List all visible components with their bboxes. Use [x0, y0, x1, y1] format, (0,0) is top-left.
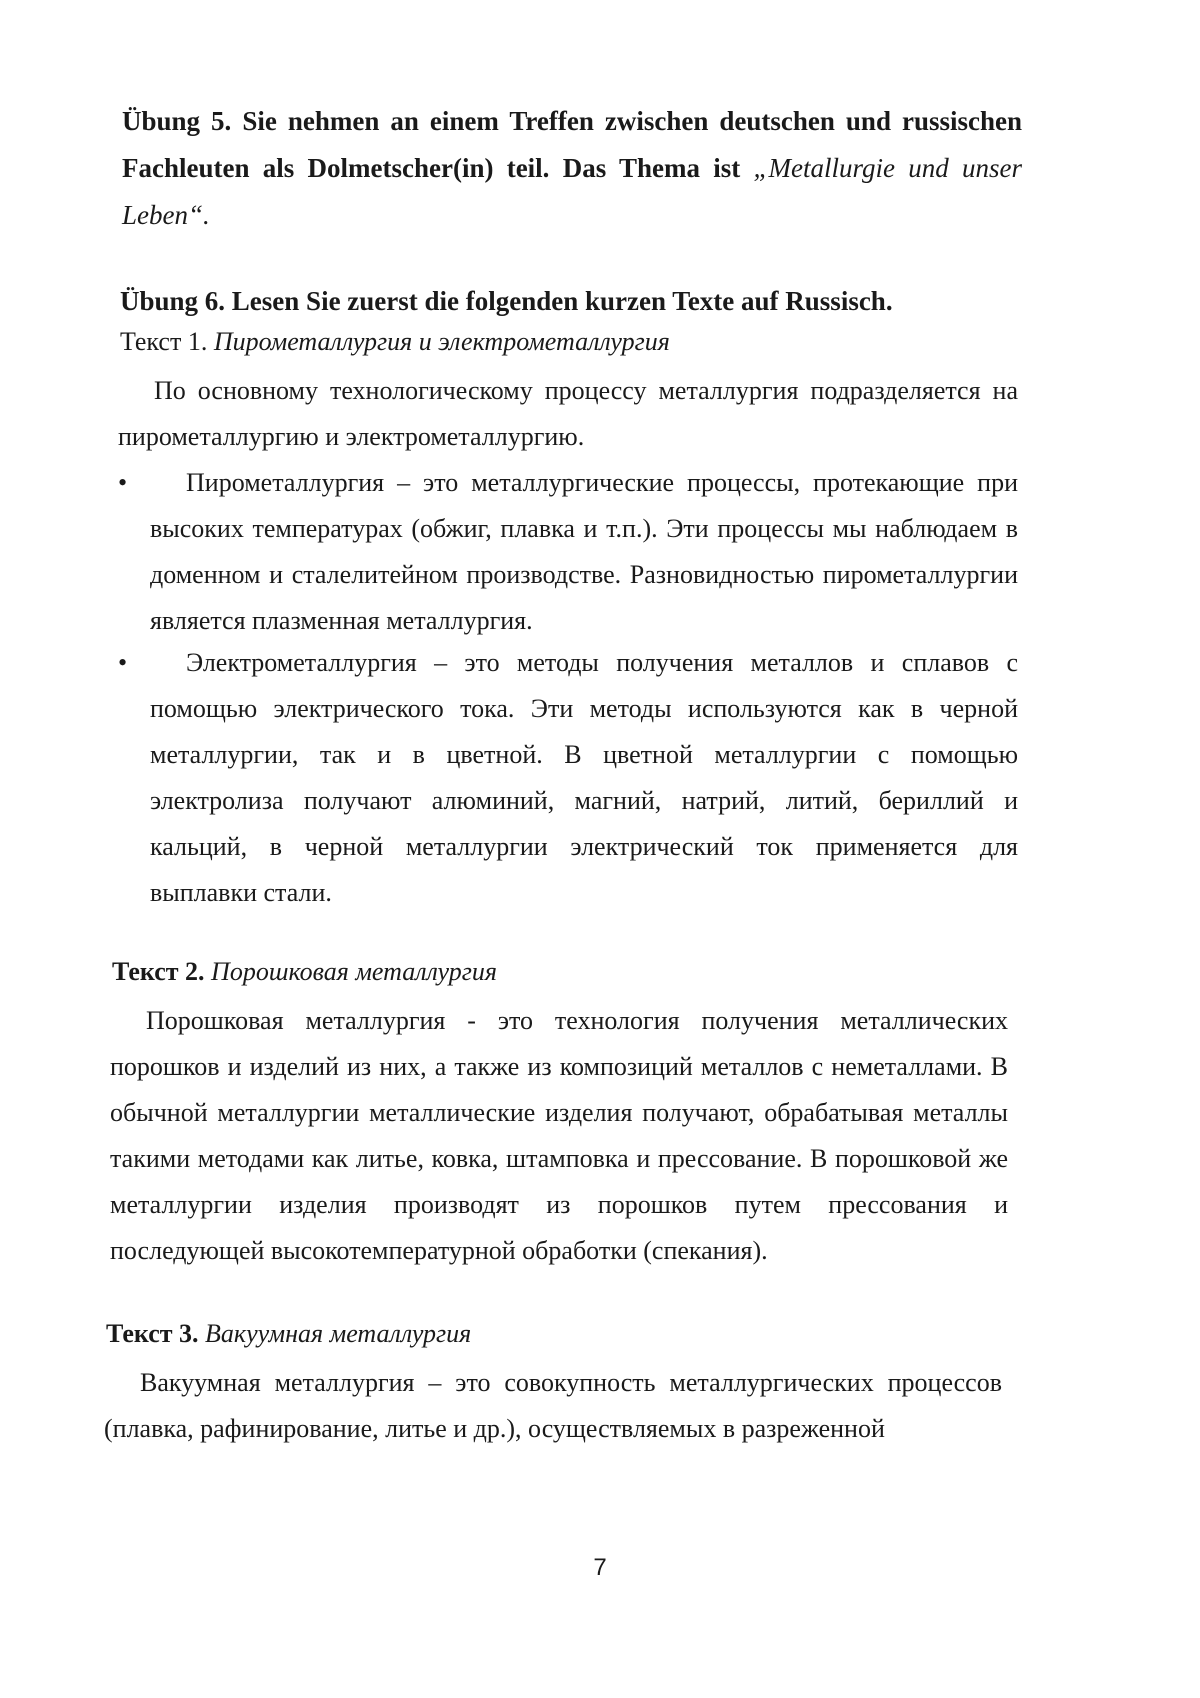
text-1-heading [120, 322, 1020, 362]
text-3-heading [106, 1314, 1006, 1354]
text-1-label: Текст 1. [120, 327, 208, 356]
exercise-5-text: Sie nehmen an einem Treffen zwischen deutschen und russischen Fachleuten als Dolmetscher(in) teil. Das Thema ist [122, 106, 1022, 183]
text-2-title: Порошковая металлургия [211, 957, 497, 986]
exercise-5-label: Übung 5. [122, 106, 232, 136]
bullet-2-marker: • [118, 648, 128, 677]
text-2-body: Порошковая металлургия - это технология получения металлических порошков и изделий из них, а также из композиций металлов с неметаллами. В обычной металлургии металлические изделия получают, обрабатывая металлы такими методами как литье, ковка, штамповка и прессование. В порошковой же металлургии изделия производят из порошков путем прессования и последующей высокотемпературной обработки (спекания). [110, 1006, 1008, 1265]
text-2-heading [112, 952, 1012, 992]
exercise-6-text: Lesen Sie zuerst die folgenden kurzen Texte auf Russisch. [231, 286, 893, 316]
exercise-6-label: Übung 6. [120, 286, 226, 316]
text-2-label: Текст 2. [112, 957, 205, 986]
bullet-1-marker: • [118, 468, 128, 497]
text-1-title: Пирометаллургия и электрометаллургия [213, 327, 670, 356]
text-1-bullet-2: Электрометаллургия – это методы получения металлов и сплавов с помощью электрического тока. Эти методы используются как в черной металлургии, так и в цветной. В цветной металлургии с помощью электролиза получают алюминий, магний, натрий, литий, бериллий и кальций, в черной металлургии электрический ток применяется для выплавки стали. [150, 648, 1018, 907]
text-3-label: Текст 3. [106, 1319, 199, 1348]
page-number: 7 [593, 1554, 607, 1581]
text-3-body: Вакуумная металлургия – это совокупность металлургических процессов (плавка, рафинирование, литье и др.), осуществляемых в разреженной [104, 1368, 1002, 1443]
exercise-5-topic: „Metallurgie und unser Leben“. [122, 153, 1022, 230]
exercise-6 [120, 278, 1020, 325]
text-3-title: Вакуумная металлургия [205, 1319, 472, 1348]
exercise-5 [122, 98, 1022, 239]
text-1-intro: По основному технологическому процессу металлургия подразделяется на пирометаллургию и электрометаллургию. [118, 376, 1018, 451]
text-1-bullet-1: Пирометаллургия – это металлургические процессы, протекающие при высоких температурах (обжиг, плавка и т.п.). Эти процессы мы наблюдаем в доменном и сталелитейном производстве. Разновидностью пирометаллургии является плазменная металлургия. [150, 468, 1018, 635]
